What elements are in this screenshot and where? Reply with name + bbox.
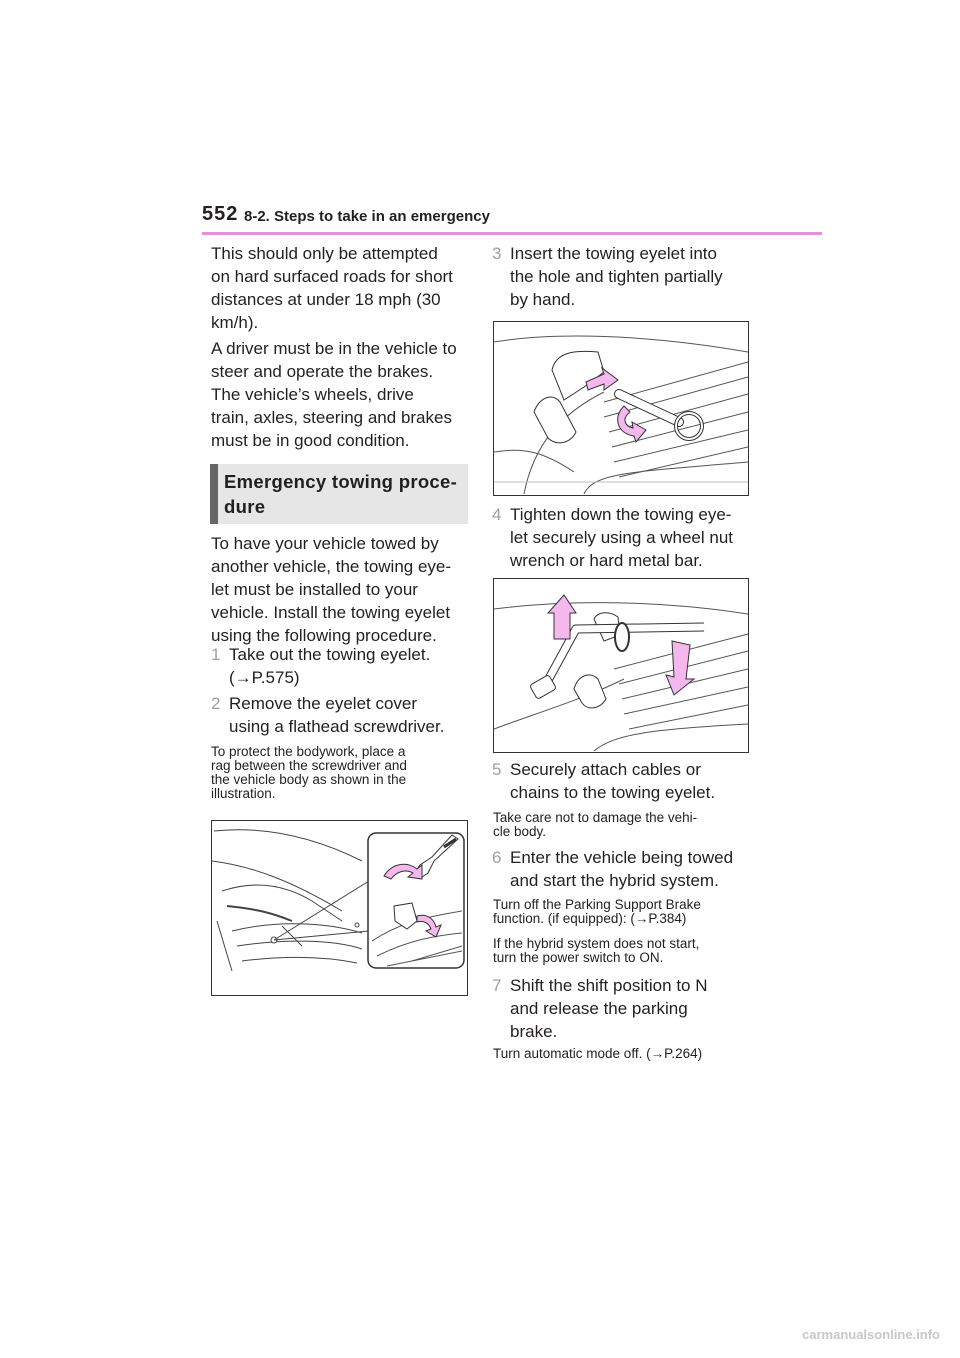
page-number: 552 xyxy=(202,203,239,225)
page-reference-link[interactable]: (→P.575) xyxy=(229,668,300,687)
step-number: 6 xyxy=(492,848,502,867)
figure-tighten-eyelet xyxy=(493,578,749,753)
step-2-note: To protect the bodywork, place a rag between the screwdriver and the vehicle body as shown in the illustration. xyxy=(211,744,407,801)
header-rule xyxy=(202,232,822,235)
page-reference-link[interactable]: Turn automatic mode off. (→P.264) xyxy=(493,1046,703,1061)
page-reference-link[interactable]: function. (if equipped): (→P.384) xyxy=(493,911,687,926)
car-front-illustration xyxy=(212,821,467,995)
step-number: 2 xyxy=(211,694,221,713)
section-heading-bar xyxy=(210,464,218,524)
procedure-intro: To have your vehicle towed by another vehicle, the towing eye- let must be installed to your vehicle. Install the towing eyelet using the following procedure. xyxy=(211,534,452,645)
step-number: 1 xyxy=(211,645,221,664)
step-6-note-a: Turn off the Parking Support Brake function. (if equipped): (→P.384) xyxy=(493,897,701,926)
turn-arrow xyxy=(618,406,646,442)
figure-insert-eyelet xyxy=(493,321,749,496)
step-6-note-b: If the hybrid system does not start, turn the power switch to ON. xyxy=(493,936,700,965)
step-number: 4 xyxy=(492,505,502,524)
section-heading: Emergency towing proce- dure xyxy=(224,471,458,517)
step-5-note: Take care not to damage the vehi- cle body. xyxy=(493,810,698,839)
driver-paragraph: A driver must be in the vehicle to steer and operate the brakes. The vehicle’s wheels, drive train, axles, steering and brakes must be in good condition. xyxy=(211,339,457,450)
step-number: 5 xyxy=(492,760,502,779)
down-arrow xyxy=(666,641,694,695)
step-number: 3 xyxy=(492,244,502,263)
insert-eyelet-illustration xyxy=(494,322,748,495)
screwdriver-inset xyxy=(368,833,464,968)
section-title: 8-2. Steps to take in an emergency xyxy=(244,208,490,225)
step-7-note xyxy=(493,1047,702,1061)
tighten-eyelet-illustration xyxy=(494,579,748,752)
step-number: 7 xyxy=(492,976,502,995)
watermark: carmanualsonline.info xyxy=(802,1327,940,1342)
intro-paragraph: This should only be attempted on hard surfaced roads for short distances at under 18 mph (30 km/h). xyxy=(211,244,453,332)
figure-remove-cover xyxy=(211,820,468,996)
